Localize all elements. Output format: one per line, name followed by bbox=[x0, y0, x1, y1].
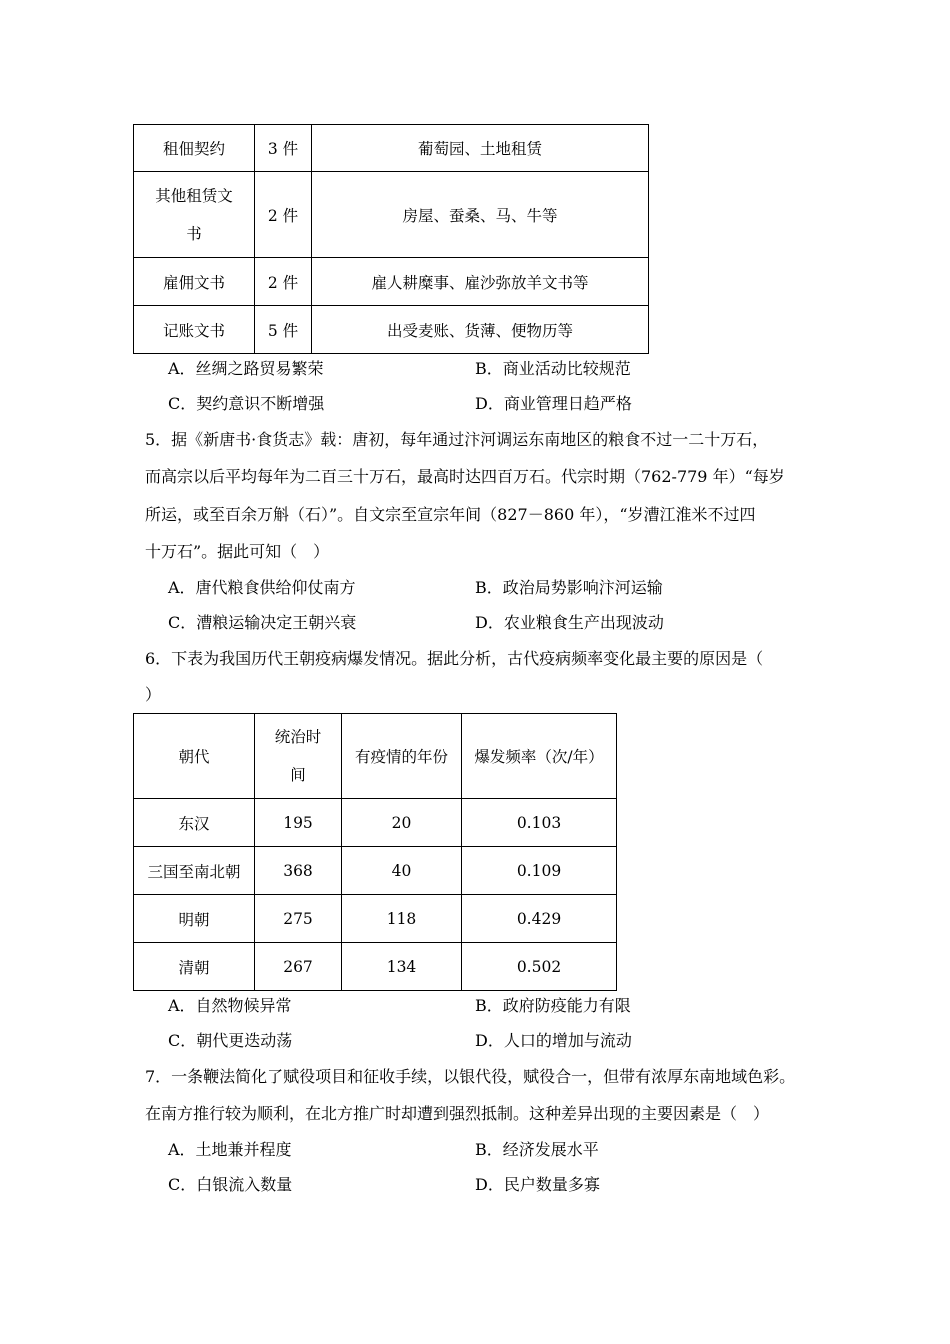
table-row bbox=[134, 306, 649, 354]
header-cell: 朝代 bbox=[134, 714, 255, 799]
q4-option-c: C．契约意识不断增强 bbox=[168, 394, 325, 413]
cell-line: 其他租赁文 bbox=[155, 186, 233, 205]
q5-stem-line: 而高宗以后平均每年为二百三十万石，最高时达四百万石。代宗时期（762-779 年）“每岁 bbox=[145, 467, 785, 486]
q7-stem-line: 7．一条鞭法简化了赋役项目和征收手续，以银代役，赋役合一，但带有浓厚东南地域色彩。 bbox=[145, 1067, 796, 1086]
q6-stem-line: 6．下表为我国历代王朝疫病爆发情况。据此分析，古代疫病频率变化最主要的原因是（ bbox=[145, 649, 764, 668]
table-cell: 记账文书 bbox=[134, 306, 255, 354]
q4-option-b: B．商业活动比较规范 bbox=[475, 359, 631, 378]
table-row bbox=[134, 943, 617, 991]
table-cell: 房屋、蚕桑、马、牛等 bbox=[312, 172, 649, 258]
contract-table bbox=[133, 124, 649, 354]
q7-option-c: C．白银流入数量 bbox=[168, 1175, 293, 1194]
table-cell: 267 bbox=[255, 943, 342, 991]
cell-line: 书 bbox=[186, 224, 202, 243]
table-cell: 275 bbox=[255, 895, 342, 943]
q6-option-a: A．自然物候异常 bbox=[168, 996, 292, 1015]
header-cell: 有疫情的年份 bbox=[342, 714, 462, 799]
table-cell: 葡萄园、土地租赁 bbox=[312, 125, 649, 172]
table-row bbox=[134, 258, 649, 306]
table-cell: 20 bbox=[342, 799, 462, 847]
epidemic-table bbox=[133, 713, 617, 991]
table-cell: 雇人耕糜事、雇沙弥放羊文书等 bbox=[312, 258, 649, 306]
q5-stem-line: 5．据《新唐书·食货志》载：唐初，每年通过汴河调运东南地区的粮食不过一二十万石， bbox=[145, 430, 769, 449]
q5-option-a: A．唐代粮食供给仰仗南方 bbox=[168, 578, 356, 597]
header-cell bbox=[255, 714, 342, 799]
table-cell: 三国至南北朝 bbox=[134, 847, 255, 895]
table-cell: 2 件 bbox=[255, 258, 312, 306]
q5-stem-line: 十万石”。据此可知（ ） bbox=[145, 542, 330, 561]
table-cell: 雇佣文书 bbox=[134, 258, 255, 306]
table-cell: 5 件 bbox=[255, 306, 312, 354]
table-cell bbox=[134, 172, 255, 258]
table-row bbox=[134, 895, 617, 943]
table-row bbox=[134, 799, 617, 847]
cell-line: 统治时 bbox=[274, 728, 322, 746]
q5-option-b: B．政治局势影响汴河运输 bbox=[475, 578, 663, 597]
table-cell: 0.109 bbox=[462, 847, 617, 895]
table-cell: 0.103 bbox=[462, 799, 617, 847]
table-cell: 195 bbox=[255, 799, 342, 847]
table-cell: 清朝 bbox=[134, 943, 255, 991]
q7-option-d: D．民户数量多寡 bbox=[475, 1175, 600, 1194]
table-cell: 明朝 bbox=[134, 895, 255, 943]
table-cell: 40 bbox=[342, 847, 462, 895]
q6-option-b: B．政府防疫能力有限 bbox=[475, 996, 631, 1015]
q5-option-d: D．农业粮食生产出现波动 bbox=[475, 613, 664, 632]
q6-option-d: D．人口的增加与流动 bbox=[475, 1031, 632, 1050]
q7-stem-line: 在南方推行较为顺利，在北方推广时却遭到强烈抵制。这种差异出现的主要因素是（ ） bbox=[145, 1104, 770, 1123]
table-cell: 134 bbox=[342, 943, 462, 991]
q4-option-d: D．商业管理日趋严格 bbox=[475, 394, 632, 413]
table-cell: 出受麦账、货薄、便物历等 bbox=[312, 306, 649, 354]
q6-option-c: C．朝代更迭动荡 bbox=[168, 1031, 293, 1050]
cell-line: 间 bbox=[290, 766, 306, 784]
q5-stem-line: 所运，或至百余万斛（石）”。自文宗至宣宗年间（827－860 年），“岁漕江淮米不过四 bbox=[145, 505, 756, 524]
table-cell: 2 件 bbox=[255, 172, 312, 258]
q6-stem-line: ） bbox=[145, 685, 162, 704]
table-row bbox=[134, 847, 617, 895]
header-cell: 爆发频率（次/年） bbox=[462, 714, 617, 799]
table-cell: 东汉 bbox=[134, 799, 255, 847]
q5-option-c: C．漕粮运输决定王朝兴衰 bbox=[168, 613, 357, 632]
q7-option-a: A．土地兼并程度 bbox=[168, 1140, 292, 1159]
table-cell: 租佃契约 bbox=[134, 125, 255, 172]
table-row bbox=[134, 172, 649, 258]
table-cell: 3 件 bbox=[255, 125, 312, 172]
q4-option-a: A．丝绸之路贸易繁荣 bbox=[168, 359, 324, 378]
table-cell: 118 bbox=[342, 895, 462, 943]
table-header-row bbox=[134, 714, 617, 799]
table-cell: 0.429 bbox=[462, 895, 617, 943]
table-cell: 0.502 bbox=[462, 943, 617, 991]
table-row bbox=[134, 125, 649, 172]
q7-option-b: B．经济发展水平 bbox=[475, 1140, 599, 1159]
table-cell: 368 bbox=[255, 847, 342, 895]
